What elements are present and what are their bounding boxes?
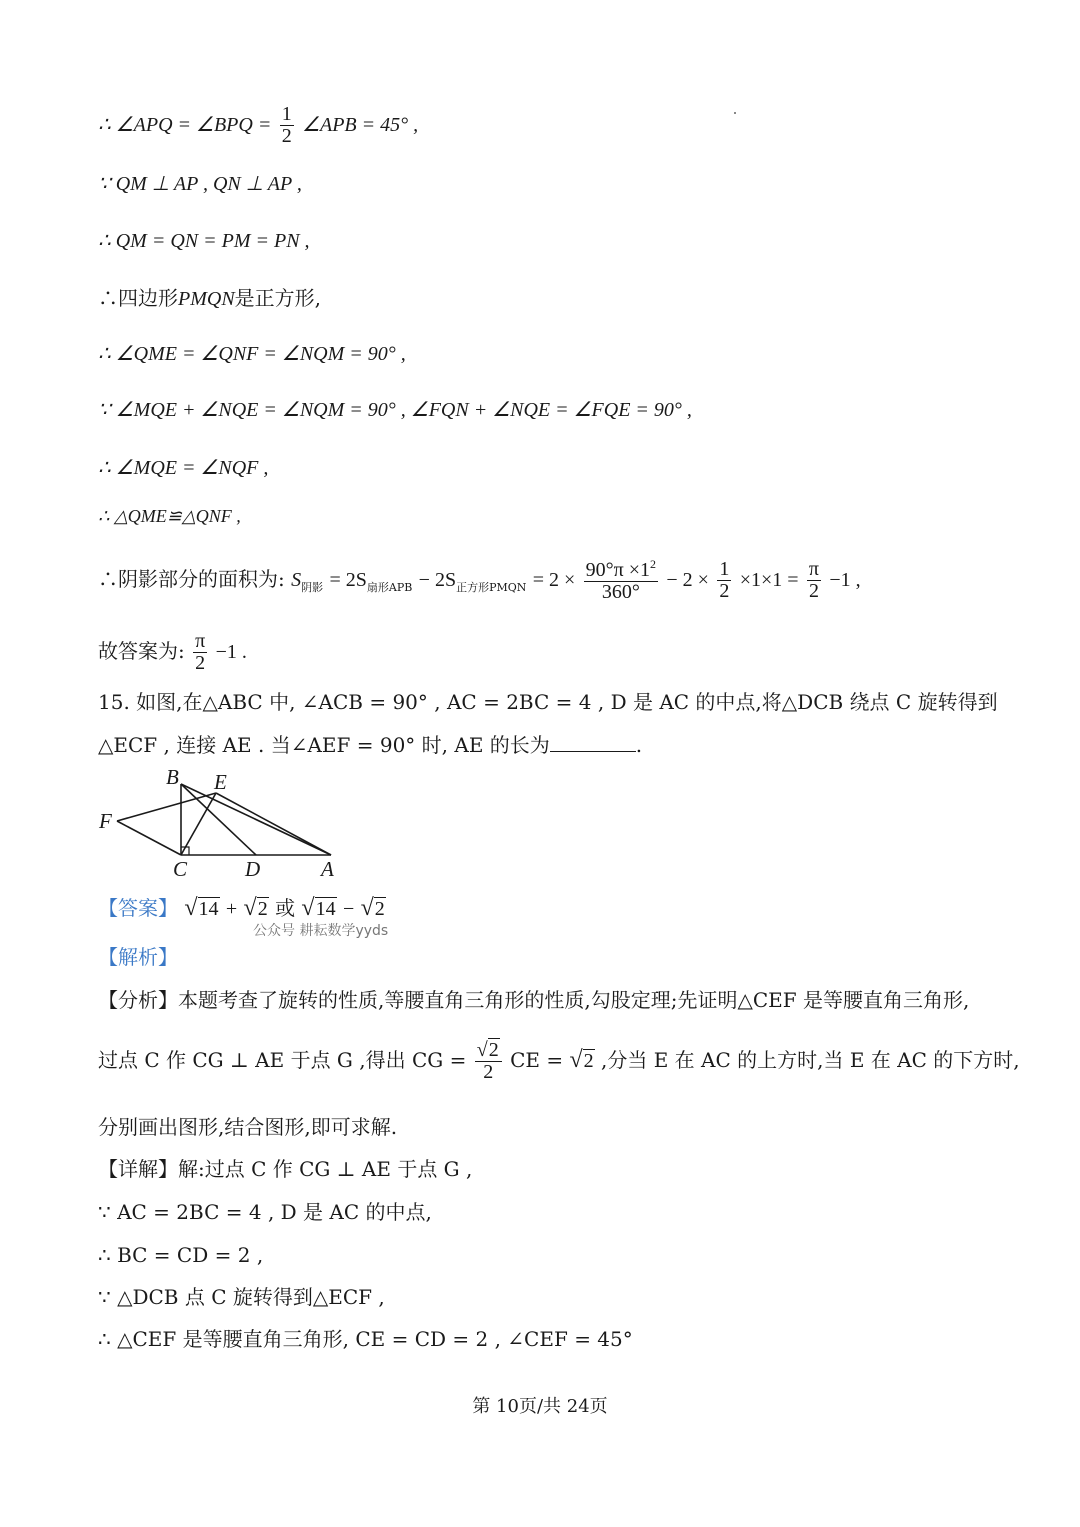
analysis-tag: 【解析】 bbox=[98, 945, 178, 969]
page-footer: 第 10页/共 24页 bbox=[472, 1396, 608, 1417]
segment-ba bbox=[181, 784, 331, 855]
segment-fe bbox=[117, 793, 216, 821]
answer-line: 故答案为: $\frac{\pi}{2}$ −1 . bbox=[98, 630, 247, 674]
question-15-line2: △ECF , 连接 AE . 当∠AEF = 90° 时, AE 的长为 . bbox=[98, 733, 643, 757]
answer-tag: 【答案】 bbox=[98, 896, 178, 920]
geometry-figure bbox=[95, 762, 345, 884]
fraction-pi-half-answer: $\frac{\pi}{2}$ bbox=[195, 630, 206, 674]
label-b: B bbox=[166, 765, 179, 789]
fraction-pi-half: $\frac{\pi}{2}$ bbox=[808, 558, 819, 602]
step-angle-sum: ∵ ∠MQE + ∠NQE = ∠NQM = 90° , ∠FQN + ∠NQE = ∠FQE = 90° , bbox=[98, 399, 692, 421]
label-f: F bbox=[99, 809, 112, 833]
label-c: C bbox=[173, 857, 188, 881]
fraction-half: $\frac{1}{2}$ bbox=[281, 103, 292, 147]
answer-blank bbox=[550, 733, 636, 752]
step-equal-sides: ∴ QM = QN = PM = PN , bbox=[98, 230, 310, 252]
step-angle-equal: ∴ ∠MQE = ∠NQF , bbox=[98, 457, 269, 479]
segment-ea bbox=[216, 793, 331, 855]
watermark: 公众号 耕耘数学yyds bbox=[253, 923, 389, 939]
label-e: E bbox=[214, 770, 227, 794]
sqrt-2-b: √2 bbox=[360, 895, 385, 921]
step-angle-apq: ∴ ∠APQ = ∠BPQ = $\frac{1}{2}$ ∠APB = 45° , bbox=[98, 103, 419, 147]
segment-ec bbox=[181, 793, 216, 855]
step-shaded-area: ∴阴影部分的面积为: $S_{阴影} = 2S_{扇形APB} - 2S_{正方形PMQN} = 2$ × $\frac{90^\circ\pi \times 1^2}{360^\circ}$ − 2 × $\frac{1}{2}$ ×1×1 = $\frac{\pi}{2}$ −1 , bbox=[98, 557, 861, 603]
fraction-half-2: $\frac{1}{2}$ bbox=[719, 558, 730, 602]
segment-fc bbox=[117, 821, 181, 855]
sqrt-14: √14 bbox=[184, 895, 219, 921]
analysis-line2: 过点 C 作 CG ⊥ AE 于点 G ,得出 CG = $\frac{√2}{2}$ CE = √2 ,分当 E 在 AC 的上方时,当 E 在 AC 的下方时, bbox=[98, 1039, 1020, 1083]
label-a: A bbox=[321, 857, 334, 881]
analysis-line1: 【分析】本题考查了旋转的性质,等腰直角三角形的性质,勾股定理;先证明△CEF 是等腰直角三角形, bbox=[98, 988, 970, 1012]
detail-line4: ∵ △DCB 点 C 旋转得到△ECF , bbox=[98, 1285, 385, 1309]
answer-block: 【答案】 √14 + √2 或 √14 − √2 bbox=[98, 895, 385, 921]
detail-line5: ∴ △CEF 是等腰直角三角形, CE = CD = 2 , ∠CEF = 45° bbox=[98, 1327, 633, 1351]
sqrt-2-c: √2 bbox=[569, 1047, 594, 1073]
fraction-sector: $\frac{90^\circ\pi \times 1^2}{360^\circ}$ bbox=[585, 557, 657, 603]
detail-line2: ∵ AC = 2BC = 4 , D 是 AC 的中点, bbox=[98, 1200, 432, 1224]
step-congruent: ∴ △QME≌△QNF , bbox=[98, 506, 241, 526]
step-square: ∴四边形PMQN是正方形, bbox=[98, 286, 322, 310]
fraction-root2-over-2: $\frac{√2}{2}$ bbox=[475, 1040, 502, 1083]
speck bbox=[734, 112, 736, 114]
label-d: D bbox=[245, 857, 261, 881]
analysis-line3: 分别画出图形,结合图形,即可求解. bbox=[98, 1115, 398, 1139]
sqrt-14-b: √14 bbox=[301, 895, 336, 921]
question-15-line1: 15. 如图,在△ABC 中, ∠ACB = 90° , AC = 2BC = 4 , D 是 AC 的中点,将△DCB 绕点 C 旋转得到 bbox=[98, 690, 998, 714]
step-right-angles: ∴ ∠QME = ∠QNF = ∠NQM = 90° , bbox=[98, 343, 406, 365]
sqrt-2: √2 bbox=[243, 895, 268, 921]
detail-line1: 【详解】解:过点 C 作 CG ⊥ AE 于点 G , bbox=[98, 1157, 473, 1181]
step-perpendicular: ∵ QM ⊥ AP , QN ⊥ AP , bbox=[98, 173, 302, 195]
detail-line3: ∴ BC = CD = 2 , bbox=[98, 1243, 264, 1267]
